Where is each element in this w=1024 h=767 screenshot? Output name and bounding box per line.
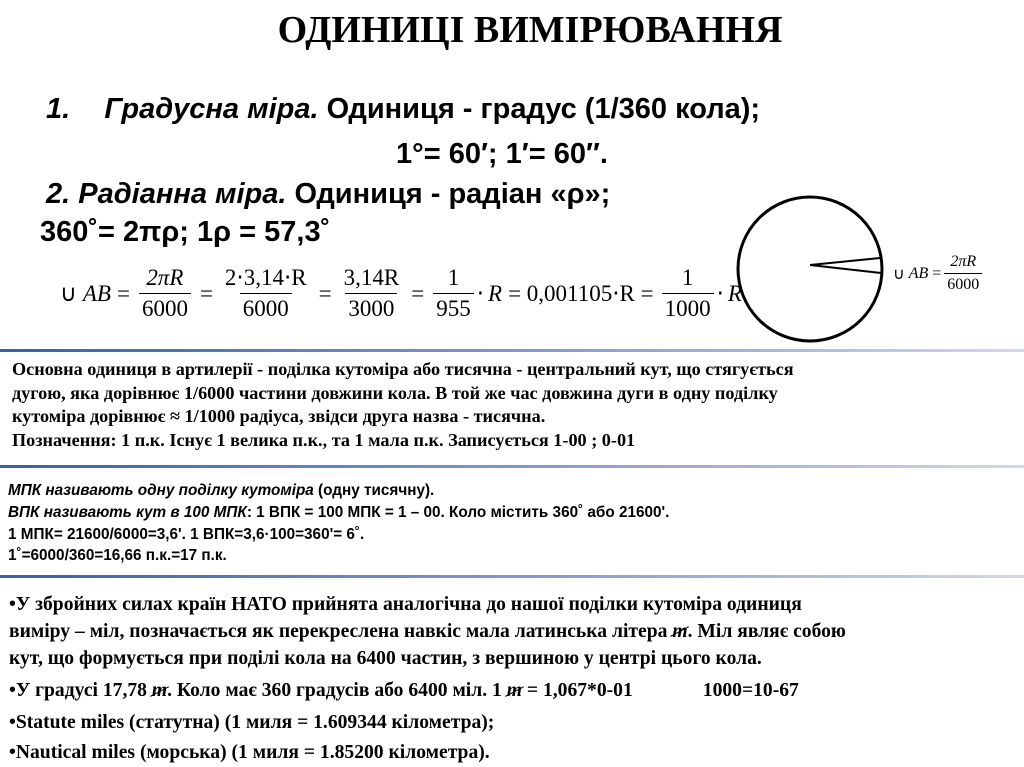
radius-symbol: R (488, 280, 503, 306)
mpk-term: ВПК називають кут в 100 МПК (8, 503, 247, 521)
circle-figure (736, 193, 888, 345)
item-name: Градусна міра. (104, 93, 319, 125)
mpk-block (8, 480, 669, 567)
item-text: Одиниця - радіан «ρ»; (286, 178, 611, 210)
fraction-4 (433, 265, 474, 322)
bullet-text: . Міл являє собою (687, 621, 846, 642)
item-degree (46, 93, 760, 126)
radius-line-a (810, 258, 880, 265)
multiply-dot: ⋅ (476, 280, 485, 306)
fraction-denominator: 955 (433, 293, 474, 322)
mpk-text: (одну тисячну). (313, 482, 435, 499)
nato-bullet (9, 591, 846, 672)
page-title: ОДИНИЦІ ВИМІРЮВАННЯ (277, 9, 783, 51)
equals-sign: = (411, 280, 425, 306)
arc-length-formula (60, 265, 742, 322)
fraction-numerator: 2πR (950, 253, 977, 270)
arc-label: AB (908, 264, 929, 282)
formula-middle: = 0,001105⋅R = (508, 280, 654, 306)
equals-sign: = (932, 264, 942, 282)
separator-line (0, 465, 1024, 468)
item-radian (46, 178, 610, 211)
artillery-paragraph (12, 358, 794, 452)
item-name: Радіанна міра. (70, 178, 287, 210)
bullet-line: •У збройних силах країн НАТО прийнята аналогічна до нашої поділки кутоміра одиниця (9, 594, 802, 615)
fraction-denominator: 3000 (345, 293, 397, 322)
fraction-3 (341, 265, 403, 322)
mil-symbol: m (151, 680, 168, 701)
nautical-mile-bullet: •Nautical miles (морська) (1 миля = 1.85200 кілометра). (9, 742, 490, 763)
degree-relation: 1°= 60′; 1′= 60″. (396, 138, 608, 170)
bullet-text: виміру – міл, позначається як перекреслена навкіс мала латинська літера (9, 621, 673, 642)
mpk-term: МПК називають одну поділку кутоміра (8, 482, 314, 499)
bullet-text: 1000=10-67 (702, 680, 799, 701)
item-number: 1. (46, 93, 71, 125)
fraction-denominator: 6000 (240, 293, 292, 322)
fraction-numerator: 2⋅3,14⋅R (224, 265, 307, 290)
side-formula (893, 253, 985, 294)
radius-symbol: R (727, 280, 742, 306)
equals-sign: = (199, 280, 213, 306)
radius-line-b (810, 265, 881, 273)
fraction (944, 253, 982, 294)
bullet-text: •У градусі 17,78 (9, 680, 152, 701)
fraction-numerator: 1 (447, 265, 460, 290)
circle-outline (738, 197, 882, 341)
fraction-numerator: 1 (681, 265, 694, 290)
mpk-line (8, 480, 669, 502)
mpk-text: : 1 ВПК = 100 МПК = 1 – 00. Коло містить 360˚ або 21600'. (246, 503, 670, 521)
fraction-numerator: 3,14R (343, 265, 400, 290)
mpk-line (8, 502, 669, 524)
fraction-1 (139, 265, 191, 322)
equals-sign: = (116, 280, 130, 306)
bullet-line (9, 618, 846, 645)
radian-relation: 360˚= 2πρ; 1ρ = 57,3˚ (40, 216, 331, 248)
fraction-denominator: 6000 (139, 293, 191, 322)
item-number: 2. (46, 178, 71, 210)
paragraph-line: кутоміра дорівнює ≈ 1/1000 радіуса, звідси друга назва - тисячна. (12, 406, 546, 426)
mil-symbol: m (506, 680, 522, 701)
statute-mile-bullet: •Statute miles (статутна) (1 миля = 1.609344 кілометра); (9, 712, 495, 733)
separator-line (0, 349, 1024, 352)
fraction-2 (222, 265, 310, 322)
equals-sign: = (318, 280, 332, 306)
fraction-denominator: 6000 (944, 273, 982, 294)
fraction-denominator: 1000 (662, 293, 714, 322)
paragraph-line: Позначення: 1 п.к. Існує 1 велика п.к., та 1 мала п.к. Записується 1-00 ; 0-01 (12, 429, 636, 450)
separator-line (0, 575, 1024, 578)
fraction-numerator: 2πR (146, 265, 184, 290)
mil-symbol: m (672, 618, 687, 645)
item-text: Одиниця - градус (1/360 кола); (318, 93, 761, 125)
arc-label: AB (82, 280, 111, 306)
arc-symbol: ∪ (893, 265, 905, 283)
mpk-line: 1˚=6000/360=16,66 п.к.=17 п.к. (8, 547, 227, 565)
paragraph-line: Основна одиниця в артилерії - поділка кутоміра або тисячна - центральний кут, що стягується (12, 359, 794, 379)
degree-mil-bullet (9, 680, 799, 702)
bullet-text: = 1,067*0-01 (522, 680, 633, 701)
paragraph-line: дугою, яка дорівнює 1/6000 частини довжини кола. В той же час довжина дуги в одну поділку (12, 382, 778, 403)
multiply-dot: ⋅ (716, 280, 724, 306)
bullet-line: кут, що формується при поділі кола на 6400 частин, з вершиною у центрі цього кола. (9, 648, 762, 669)
bullet-text: . Коло має 360 градусів або 6400 міл. 1 (167, 680, 507, 701)
fraction-5 (662, 265, 714, 322)
arc-symbol: ∪ (60, 280, 77, 306)
mpk-line: 1 МПК= 21600/6000=3,6'. 1 ВПК=3,6·100=360'= 6˚. (8, 525, 365, 543)
